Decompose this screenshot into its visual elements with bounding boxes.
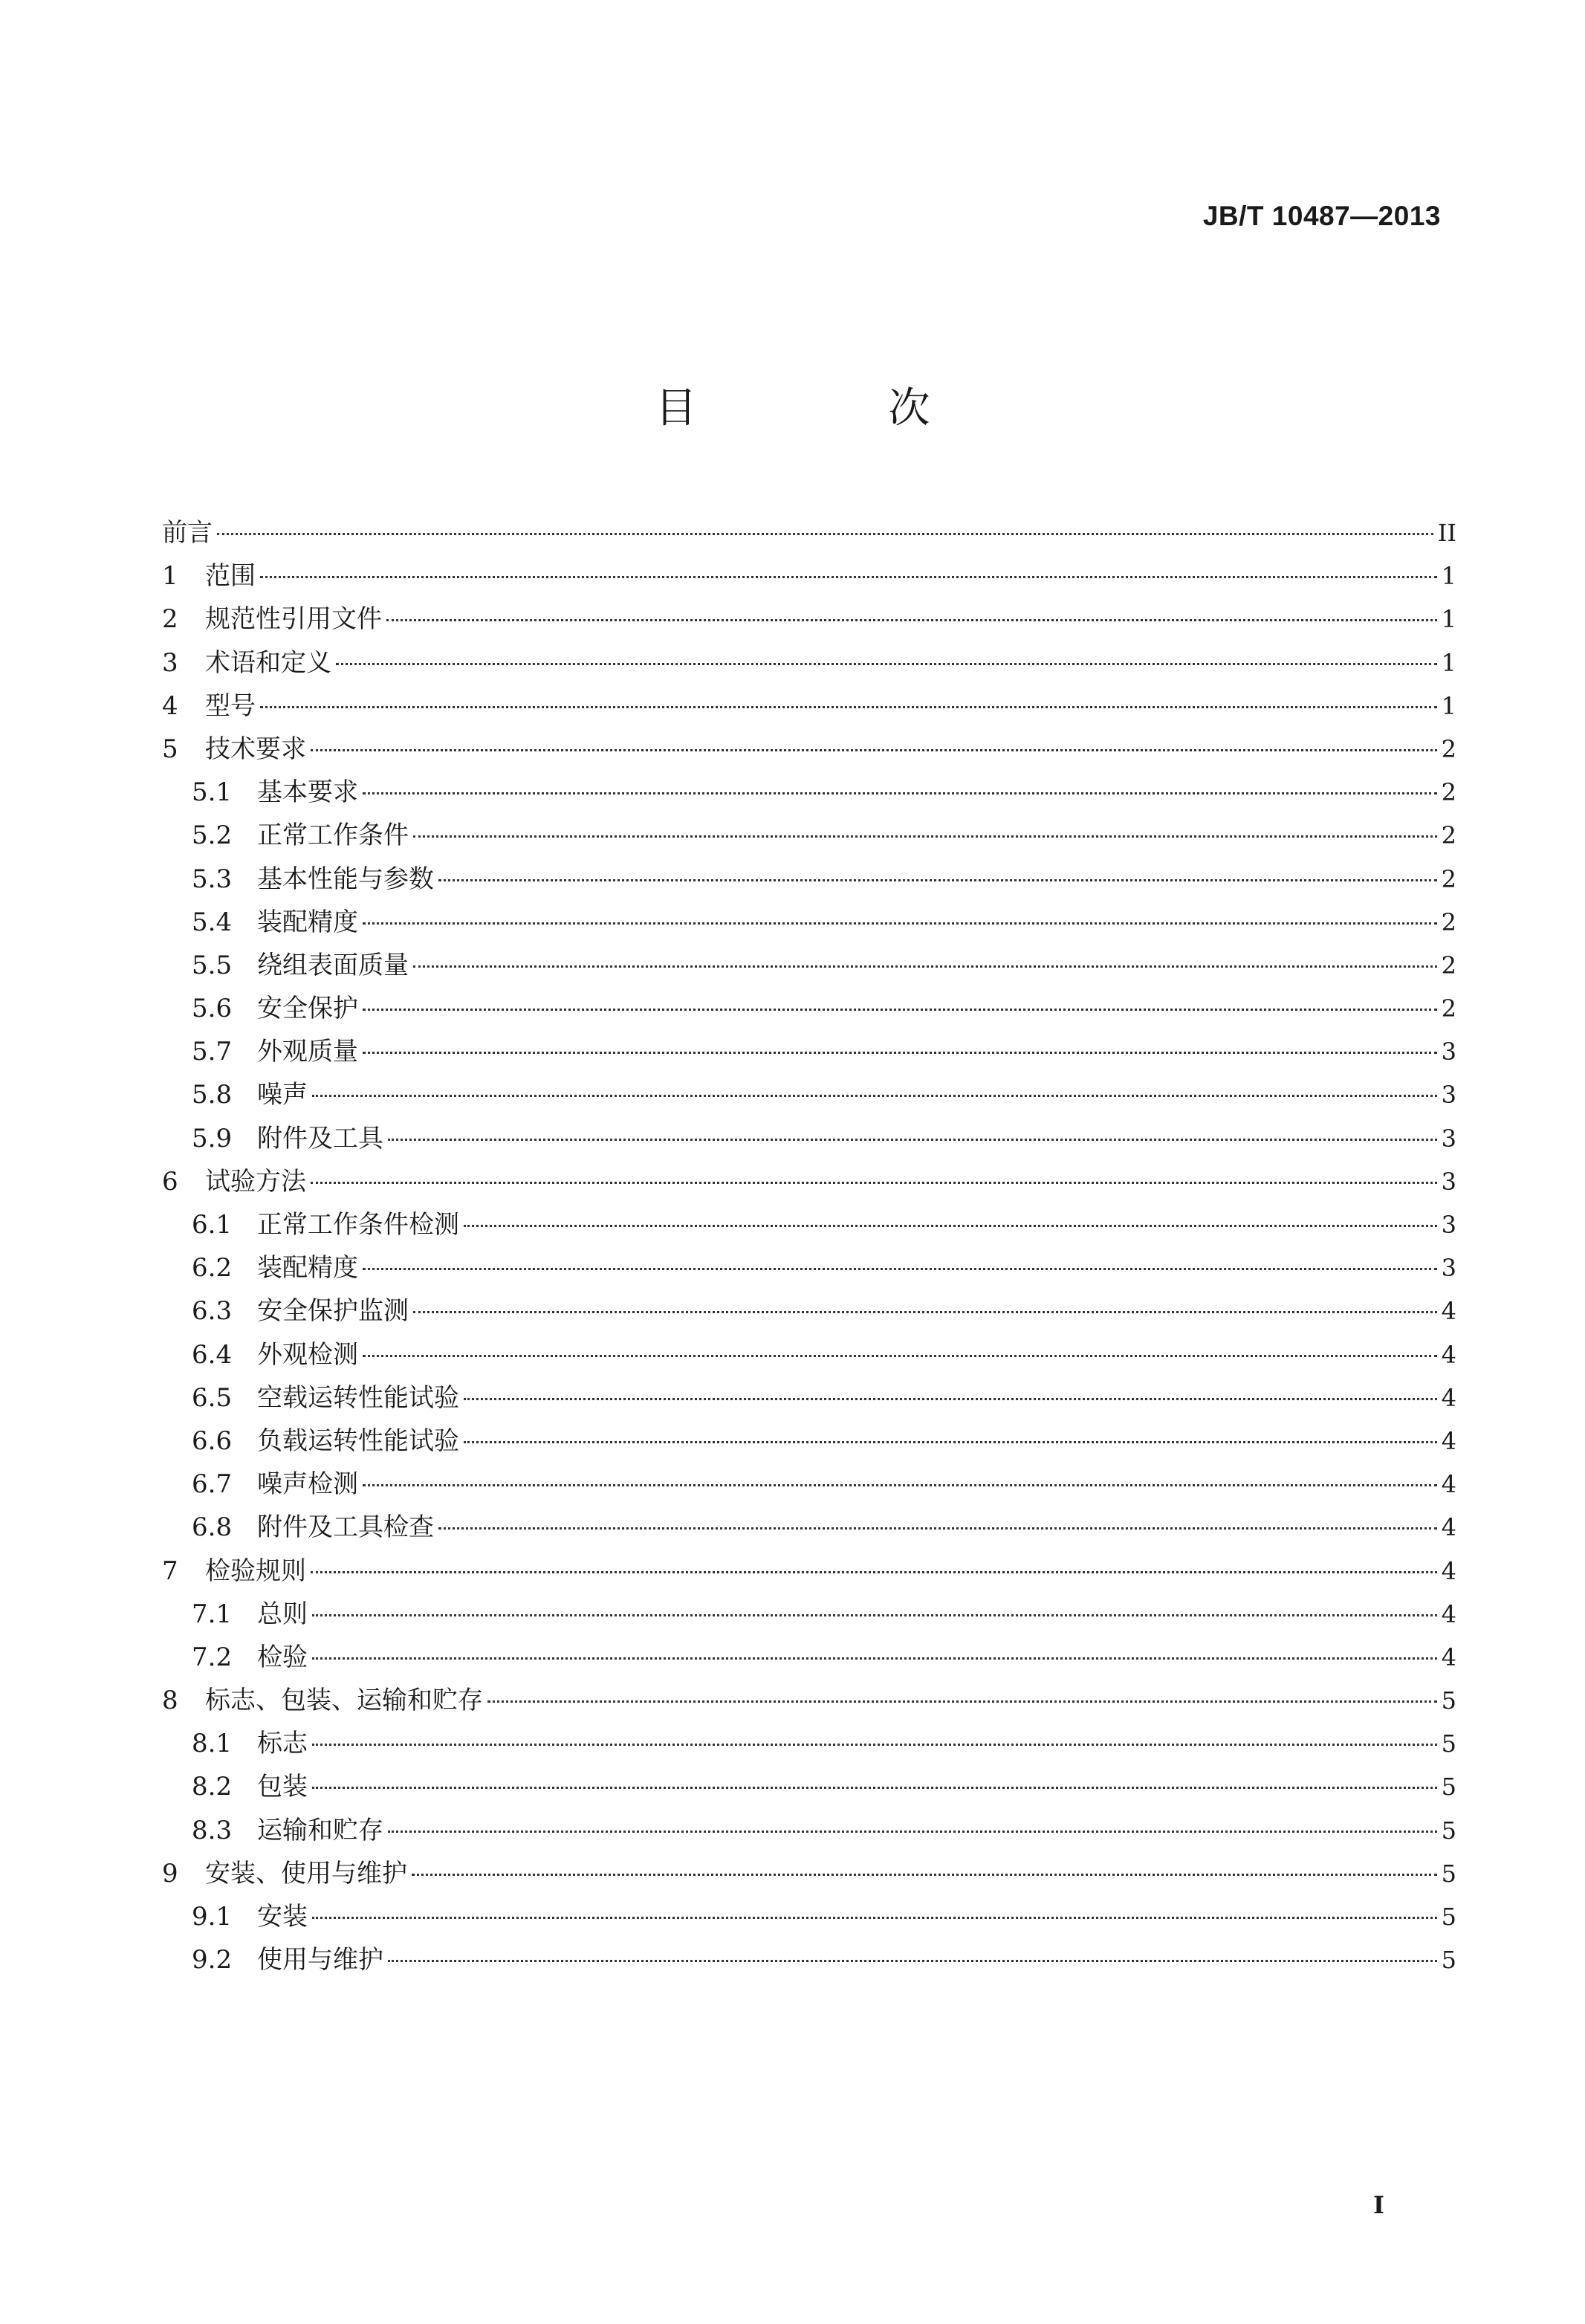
toc-entry[interactable] bbox=[162, 814, 1456, 857]
toc-entry-page: 3 bbox=[1441, 1038, 1456, 1066]
toc-entry-label: 外观质量 bbox=[257, 1037, 358, 1067]
toc-entry-label: 技术要求 bbox=[205, 734, 306, 764]
toc-entry-label: 装配精度 bbox=[257, 907, 358, 937]
toc-entry[interactable] bbox=[162, 1506, 1456, 1549]
toc-entry-page: 4 bbox=[1441, 1340, 1456, 1369]
toc-entry-number: 7 bbox=[162, 1556, 178, 1586]
toc-entry-page: 5 bbox=[1441, 1816, 1456, 1845]
toc-entry-label: 安装 bbox=[257, 1902, 308, 1932]
toc-leader-dots bbox=[311, 749, 1437, 751]
toc-entry[interactable] bbox=[162, 1550, 1456, 1593]
toc-entry-number: 8.2 bbox=[192, 1772, 233, 1802]
toc-leader-dots bbox=[464, 1441, 1437, 1443]
toc-entry-number: 6.6 bbox=[192, 1425, 233, 1456]
toc-entry-page: 2 bbox=[1441, 734, 1456, 763]
toc-entry[interactable] bbox=[162, 1722, 1456, 1765]
toc-entry-label: 检验 bbox=[257, 1642, 308, 1672]
toc-entry-number: 8.1 bbox=[192, 1729, 233, 1759]
toc-entry-label: 绕组表面质量 bbox=[257, 950, 409, 980]
toc-leader-dots bbox=[386, 619, 1437, 621]
toc-entry-number: 5.5 bbox=[192, 950, 233, 980]
toc-entry[interactable] bbox=[162, 1765, 1456, 1808]
toc-leader-dots bbox=[464, 1398, 1437, 1400]
toc-entry-number: 6.5 bbox=[192, 1382, 233, 1413]
toc-entry-label: 装配精度 bbox=[257, 1253, 358, 1284]
toc-entry-label: 正常工作条件检测 bbox=[257, 1210, 459, 1240]
toc-entry-page: 5 bbox=[1441, 1729, 1456, 1758]
page-number: I bbox=[1373, 2191, 1384, 2219]
toc-entry-page: 4 bbox=[1441, 1383, 1456, 1412]
toc-entry-label: 附件及工具 bbox=[257, 1123, 383, 1153]
toc-leader-dots bbox=[336, 663, 1437, 665]
toc-entry-label: 正常工作条件 bbox=[257, 820, 409, 851]
toc-entry[interactable] bbox=[162, 1073, 1456, 1116]
toc-entry-label: 基本性能与参数 bbox=[257, 864, 434, 894]
toc-leader-dots bbox=[388, 1139, 1437, 1141]
toc-leader-dots bbox=[363, 1009, 1437, 1011]
toc-entry-label: 噪声检测 bbox=[257, 1469, 358, 1500]
toc-entry-number: 3 bbox=[162, 647, 178, 678]
toc-entry-page: 2 bbox=[1441, 864, 1456, 893]
toc-entry-number: 8.3 bbox=[192, 1815, 233, 1845]
toc-entry-page: 1 bbox=[1441, 648, 1456, 677]
toc-leader-dots bbox=[487, 1700, 1437, 1703]
toc-entry-label: 型号 bbox=[205, 690, 256, 721]
toc-entry-number: 2 bbox=[162, 604, 178, 635]
toc-entry-page: 5 bbox=[1441, 1859, 1456, 1888]
toc-entry-number: 6.7 bbox=[192, 1469, 233, 1500]
toc-leader-dots bbox=[312, 1095, 1437, 1097]
toc-entry-label: 负载运转性能试验 bbox=[257, 1425, 459, 1456]
toc-entry-number: 4 bbox=[162, 690, 178, 721]
toc-entry-number: 5.7 bbox=[192, 1037, 233, 1067]
toc-entry-page: 4 bbox=[1441, 1556, 1456, 1585]
toc-leader-dots bbox=[413, 1311, 1437, 1313]
toc-entry[interactable] bbox=[162, 858, 1456, 901]
toc-entry-label: 外观检测 bbox=[257, 1339, 358, 1370]
toc-entry-label: 总则 bbox=[257, 1599, 308, 1629]
toc-entry[interactable] bbox=[162, 1160, 1456, 1203]
toc-entry[interactable] bbox=[162, 944, 1456, 987]
toc-entry-page: 5 bbox=[1441, 1686, 1456, 1715]
toc-entry-label: 范围 bbox=[205, 561, 256, 592]
toc-entry-number: 9.2 bbox=[192, 1945, 233, 1975]
toc-entry[interactable] bbox=[162, 598, 1456, 641]
toc-entry[interactable] bbox=[162, 554, 1456, 598]
toc-leader-dots bbox=[217, 533, 1433, 535]
toc-entry-page: 1 bbox=[1441, 562, 1456, 591]
toc-entry-number: 5.4 bbox=[192, 907, 233, 937]
toc-entry-number: 5.2 bbox=[192, 820, 233, 851]
toc-leader-dots bbox=[260, 576, 1437, 578]
toc-leader-dots bbox=[311, 1571, 1437, 1573]
toc-entry-label: 标志 bbox=[257, 1729, 308, 1759]
toc-entry-label: 运输和贮存 bbox=[257, 1815, 383, 1845]
toc-entry[interactable] bbox=[162, 641, 1456, 684]
toc-entry-page: 2 bbox=[1441, 951, 1456, 980]
toc-entry-page: II bbox=[1437, 519, 1456, 547]
toc-leader-dots bbox=[312, 1614, 1437, 1616]
toc-entry-number: 6.1 bbox=[192, 1210, 233, 1240]
toc-entry-page: 2 bbox=[1441, 778, 1456, 807]
toc-leader-dots bbox=[363, 1484, 1437, 1486]
toc-entry-label: 标志、包装、运输和贮存 bbox=[205, 1686, 483, 1716]
toc-entry[interactable] bbox=[162, 1636, 1456, 1679]
toc-entry-label: 使用与维护 bbox=[257, 1945, 383, 1975]
toc-entry[interactable] bbox=[162, 901, 1456, 944]
toc-entry-page: 1 bbox=[1441, 691, 1456, 720]
toc-entry[interactable] bbox=[162, 1289, 1456, 1333]
toc-leader-dots bbox=[363, 1052, 1437, 1054]
toc-entry-number: 5.3 bbox=[192, 864, 233, 894]
toc-entry-page: 3 bbox=[1441, 1254, 1456, 1283]
toc-entry-page: 2 bbox=[1441, 907, 1456, 936]
toc-entry-number: 9.1 bbox=[192, 1902, 233, 1932]
toc-entry[interactable] bbox=[162, 728, 1456, 771]
toc-leader-dots bbox=[311, 1182, 1437, 1184]
toc-leader-dots bbox=[312, 1917, 1437, 1919]
toc-leader-dots bbox=[312, 1744, 1437, 1746]
toc-entry-page: 1 bbox=[1441, 605, 1456, 634]
toc-leader-dots bbox=[464, 1225, 1437, 1227]
toc-leader-dots bbox=[312, 1657, 1437, 1660]
toc-entry-page: 5 bbox=[1441, 1903, 1456, 1931]
toc-entry-number: 5 bbox=[162, 734, 178, 764]
toc-entry-number: 7.2 bbox=[192, 1642, 233, 1672]
toc-entry[interactable] bbox=[162, 1376, 1456, 1420]
toc-leader-dots bbox=[260, 706, 1437, 708]
toc-leader-dots bbox=[413, 835, 1437, 838]
toc-entry-label: 安全保护监测 bbox=[257, 1296, 409, 1327]
toc-entry[interactable] bbox=[162, 1030, 1456, 1073]
toc-entry[interactable] bbox=[162, 684, 1456, 728]
toc-entry-page: 4 bbox=[1441, 1513, 1456, 1542]
toc-entry-page: 3 bbox=[1441, 1124, 1456, 1153]
toc-entry-number: 5.1 bbox=[192, 777, 233, 808]
toc-entry-label: 前言 bbox=[162, 518, 213, 548]
toc-entry-page: 3 bbox=[1441, 1167, 1456, 1196]
toc-leader-dots bbox=[388, 1960, 1437, 1962]
toc-entry[interactable] bbox=[162, 1809, 1456, 1852]
toc-entry-page: 2 bbox=[1441, 994, 1456, 1023]
toc-entry-number: 5.8 bbox=[192, 1080, 233, 1110]
toc-entry-number: 6.3 bbox=[192, 1296, 233, 1327]
toc-entry-label: 术语和定义 bbox=[205, 647, 331, 678]
toc-entry[interactable] bbox=[162, 1463, 1456, 1506]
toc-entry[interactable] bbox=[162, 1938, 1456, 1981]
toc-entry[interactable] bbox=[162, 1895, 1456, 1938]
toc-entry-number: 6.8 bbox=[192, 1512, 233, 1543]
toc-leader-dots bbox=[312, 1787, 1437, 1789]
toc-entry-page: 4 bbox=[1441, 1642, 1456, 1671]
standard-number: JB/T 10487—2013 bbox=[1202, 201, 1441, 231]
toc-entry[interactable] bbox=[162, 1420, 1456, 1463]
toc-entry-label: 试验方法 bbox=[205, 1166, 306, 1197]
toc-entry-number: 5.9 bbox=[192, 1123, 233, 1153]
toc-entry-page: 2 bbox=[1441, 821, 1456, 850]
table-of-contents bbox=[162, 511, 1456, 1981]
toc-leader-dots bbox=[363, 1355, 1437, 1357]
toc-entry-number: 5.6 bbox=[192, 994, 233, 1024]
toc-entry-number: 9 bbox=[162, 1858, 178, 1888]
toc-entry-label: 检验规则 bbox=[205, 1556, 306, 1586]
toc-entry-label: 基本要求 bbox=[257, 777, 358, 808]
toc-entry[interactable] bbox=[162, 1246, 1456, 1289]
toc-leader-dots bbox=[438, 879, 1437, 881]
toc-leader-dots bbox=[388, 1831, 1437, 1833]
toc-entry[interactable] bbox=[162, 987, 1456, 1030]
toc-entry-number: 8 bbox=[162, 1686, 178, 1716]
toc-leader-dots bbox=[363, 922, 1437, 925]
toc-entry-label: 空载运转性能试验 bbox=[257, 1382, 459, 1413]
toc-entry[interactable] bbox=[162, 1852, 1456, 1895]
toc-entry-page: 4 bbox=[1441, 1426, 1456, 1455]
toc-entry[interactable] bbox=[162, 771, 1456, 814]
toc-entry-label: 包装 bbox=[257, 1772, 308, 1802]
toc-entry-label: 噪声 bbox=[257, 1080, 308, 1110]
toc-entry-page: 5 bbox=[1441, 1946, 1456, 1975]
toc-entry-page: 4 bbox=[1441, 1297, 1456, 1326]
toc-entry-number: 7.1 bbox=[192, 1599, 233, 1629]
toc-leader-dots bbox=[438, 1527, 1437, 1530]
toc-entry-label: 安装、使用与维护 bbox=[205, 1858, 407, 1888]
toc-entry-page: 4 bbox=[1441, 1470, 1456, 1499]
toc-leader-dots bbox=[413, 965, 1437, 968]
toc-entry[interactable] bbox=[162, 1117, 1456, 1160]
toc-entry-label: 安全保护 bbox=[257, 994, 358, 1024]
toc-leader-dots bbox=[363, 1268, 1437, 1270]
toc-entry[interactable] bbox=[162, 511, 1456, 554]
toc-entry-page: 5 bbox=[1441, 1773, 1456, 1802]
toc-entry[interactable] bbox=[162, 1679, 1456, 1722]
toc-entry-number: 6 bbox=[162, 1166, 178, 1197]
toc-entry-page: 4 bbox=[1441, 1599, 1456, 1628]
toc-entry[interactable] bbox=[162, 1203, 1456, 1246]
toc-entry-page: 3 bbox=[1441, 1081, 1456, 1110]
toc-entry-label: 附件及工具检查 bbox=[257, 1512, 434, 1543]
toc-entry[interactable] bbox=[162, 1593, 1456, 1636]
toc-leader-dots bbox=[363, 792, 1437, 794]
toc-leader-dots bbox=[412, 1874, 1437, 1876]
toc-entry-number: 1 bbox=[162, 561, 178, 592]
toc-entry-label: 规范性引用文件 bbox=[205, 604, 382, 635]
page-title: 目 次 bbox=[655, 384, 1020, 433]
toc-entry-number: 6.4 bbox=[192, 1339, 233, 1370]
toc-entry-page: 3 bbox=[1441, 1211, 1456, 1239]
toc-entry[interactable] bbox=[162, 1333, 1456, 1376]
toc-entry-number: 6.2 bbox=[192, 1253, 233, 1284]
